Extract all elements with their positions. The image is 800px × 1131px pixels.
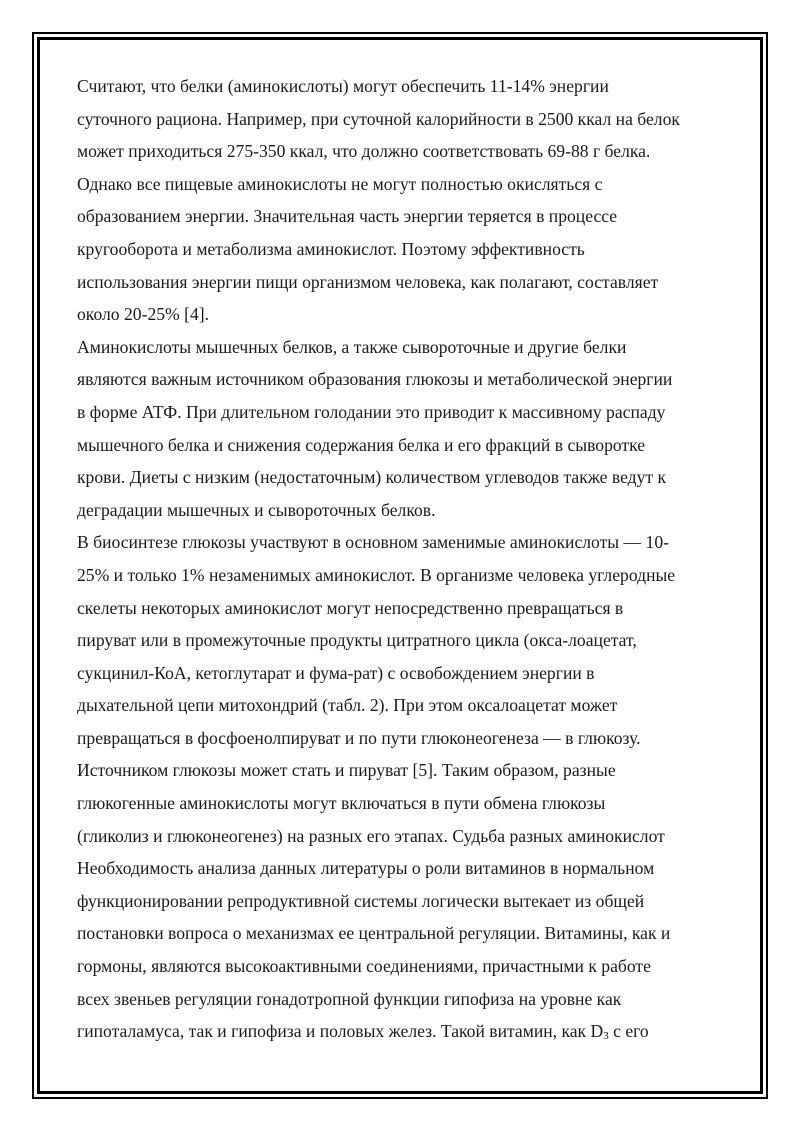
text-line: крови. Диеты с низким (недостаточным) количеством углеводов также ведут к bbox=[77, 467, 667, 488]
text-line-last-head: гипоталамуса, так и гипофиза и половых желез. Такой витамин, как D bbox=[77, 1021, 604, 1042]
document-body bbox=[77, 70, 727, 1048]
text-line: превращаться в фосфоенолпируват и по пути глюконеогенеза — в глюкозу. bbox=[77, 727, 641, 748]
text-line: являются важным источником образования глюкозы и метаболической энергии bbox=[77, 369, 673, 390]
text-line: дыхательной цепи митохондрий (табл. 2). При этом оксалоацетат может bbox=[77, 695, 618, 716]
subscript-3: 3 bbox=[603, 1030, 609, 1043]
text-line: Считают, что белки (аминокислоты) могут обеспечить 11-14% энергии bbox=[77, 76, 609, 96]
text-line: Источником глюкозы может стать и пируват [5]. Таким образом, разные bbox=[77, 760, 616, 781]
text-line: образованием энергии. Значительная часть энергии теряется в процессе bbox=[77, 206, 618, 227]
text-line: (гликолиз и глюконеогенез) на разных его этапах. Судьба разных аминокислот bbox=[77, 825, 665, 846]
text-line: всех звеньев регуляции гонадотропной функции гипофиза на уровне как bbox=[77, 988, 622, 1009]
text-line: суточного рациона. Например, при суточной калорийности в 2500 ккал на белок bbox=[77, 108, 680, 129]
text-line: постановки вопроса о механизмах ее центральной регуляции. Витамины, как и bbox=[77, 923, 671, 944]
text-line: около 20-25% [4]. bbox=[77, 304, 210, 325]
text-line: В биосинтезе глюкозы участвуют в основном заменимые аминокислоты — 10- bbox=[77, 532, 669, 553]
text-line-last-tail: с его bbox=[608, 1021, 649, 1042]
text-line: Однако все пищевые аминокислоты не могут полностью окисляться с bbox=[77, 173, 603, 194]
text-line: Необходимость анализа данных литературы о роли витаминов в нормальном bbox=[77, 858, 655, 879]
text-line: функционировании репродуктивной системы логически вытекает из общей bbox=[77, 890, 645, 911]
text-line: может приходиться 275-350 ккал, что должно соответствовать 69-88 г белка. bbox=[77, 141, 651, 162]
text-line: использования энергии пищи организмом человека, как полагают, составляет bbox=[77, 271, 659, 292]
text-line: 25% и только 1% незаменимых аминокислот. В организме человека углеродные bbox=[77, 564, 676, 585]
text-line: в форме АТФ. При длительном голодании это приводит к массивному распаду bbox=[77, 401, 666, 422]
text-line: мышечного белка и снижения содержания белка и его фракций в сыворотке bbox=[77, 434, 646, 455]
text-line-last bbox=[77, 1015, 727, 1048]
text-line: гормоны, являются высокоактивными соединениями, причастными к работе bbox=[77, 956, 651, 977]
text-line: скелеты некоторых аминокислот могут непосредственно превращаться в bbox=[77, 597, 624, 618]
text-line: пируват или в промежуточные продукты цитратного цикла (окса-лоацетат, bbox=[77, 630, 637, 651]
text-line: кругооборота и метаболизма аминокислот. Поэтому эффективность bbox=[77, 238, 585, 259]
text-line: глюкогенные аминокислоты могут включаться в пути обмена глюкозы bbox=[77, 793, 606, 814]
text-line: деградации мышечных и сывороточных белков. bbox=[77, 499, 436, 520]
text-line: сукцинил-КоА, кетоглутарат и фума-рат) с освобождением энергии в bbox=[77, 662, 595, 683]
text-line: Аминокислоты мышечных белков, а также сывороточные и другие белки bbox=[77, 336, 627, 357]
